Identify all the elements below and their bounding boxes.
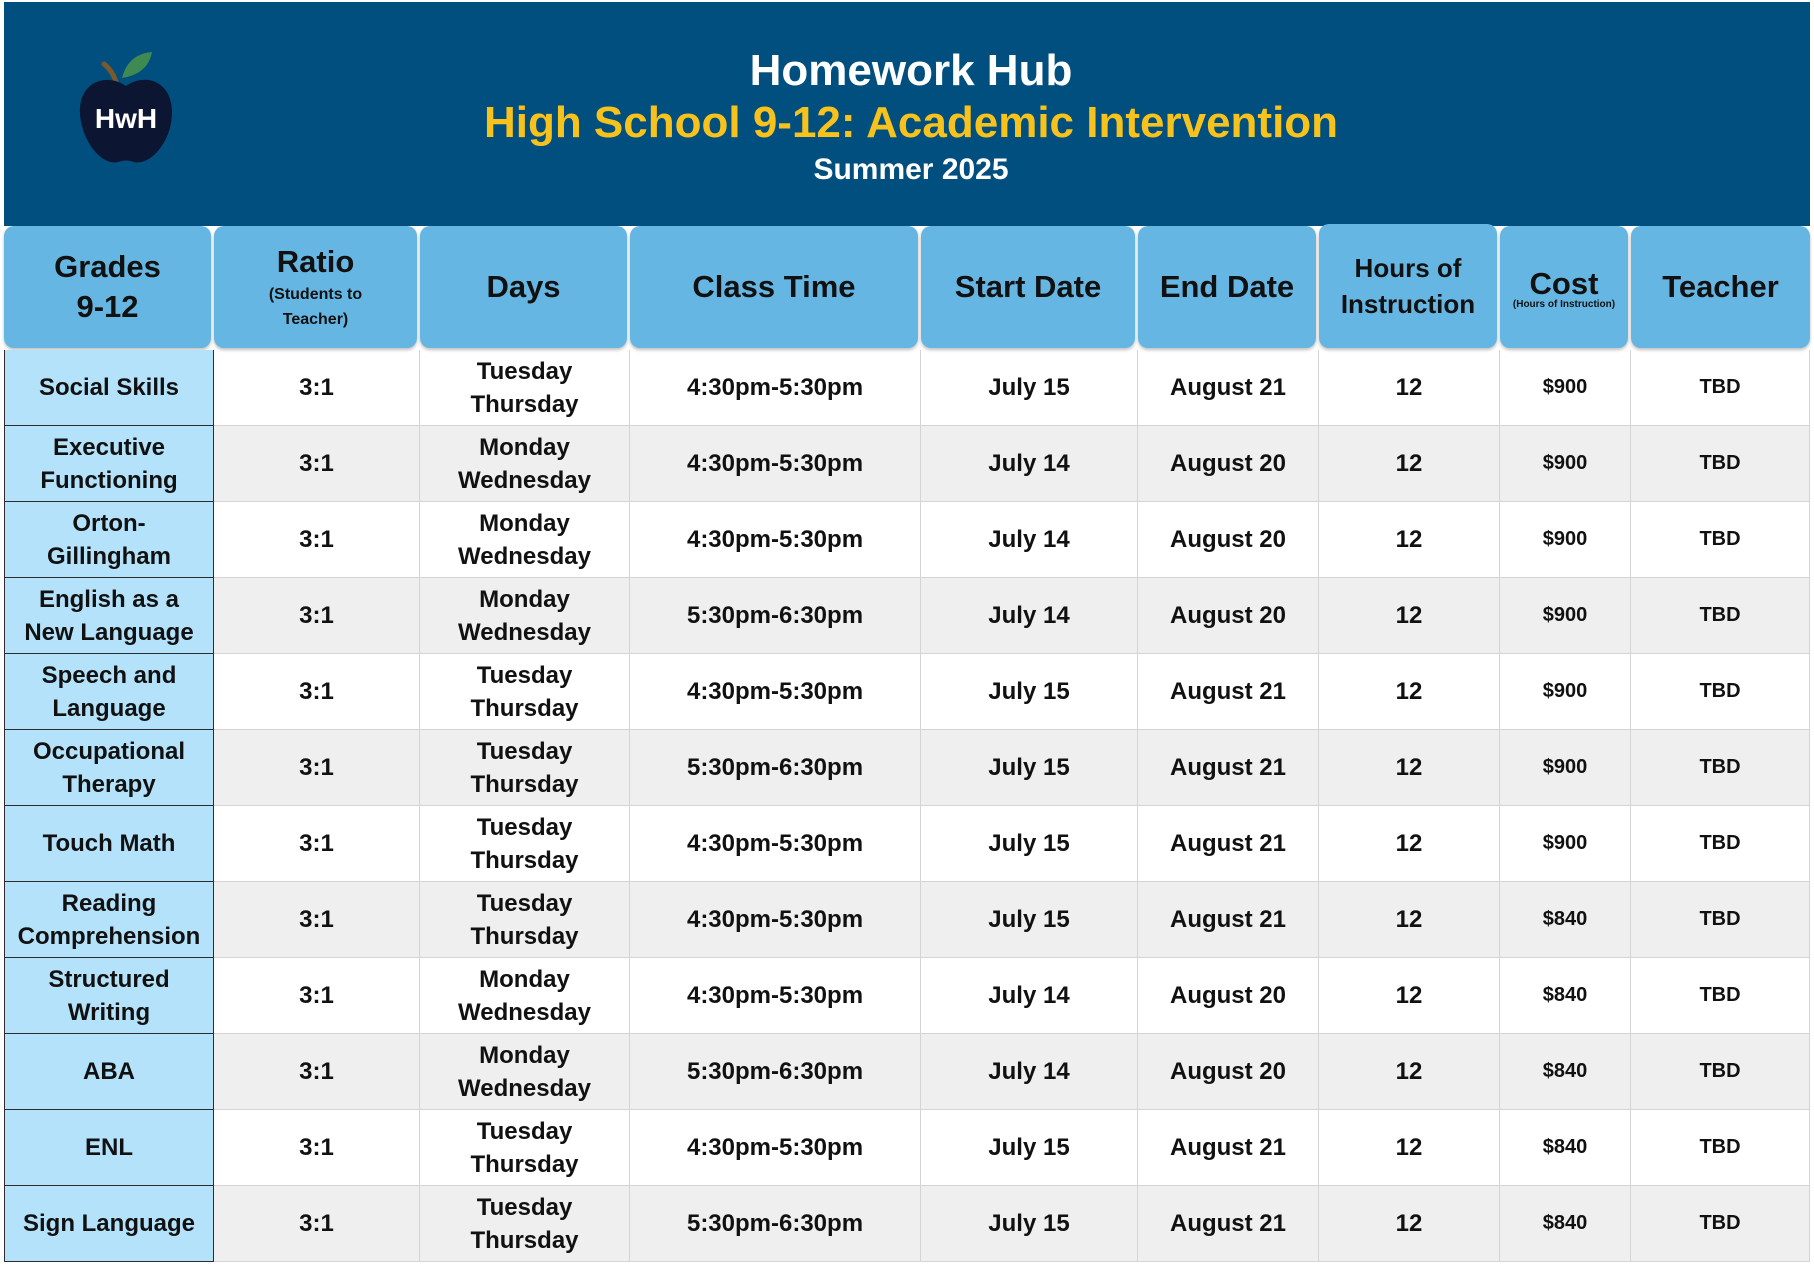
cost-cell-text: $840 xyxy=(1542,1212,1588,1234)
end-date-cell xyxy=(1138,958,1319,1034)
days-cell-text: Tuesday Thursday xyxy=(470,889,579,950)
teacher-cell-text: TBD xyxy=(1699,756,1741,778)
teacher-cell xyxy=(1631,578,1810,654)
program-name-text: Social Skills xyxy=(38,374,180,401)
program-name xyxy=(4,654,214,730)
days-cell-text: Monday Wednesday xyxy=(458,585,591,646)
teacher-label: Teacher xyxy=(1662,269,1779,304)
start-date-cell-text: July 15 xyxy=(988,829,1070,857)
column-header-cost xyxy=(1500,226,1628,348)
class-time-cell-text: 4:30pm-5:30pm xyxy=(686,981,864,1009)
ratio-label: Ratio xyxy=(276,244,355,279)
cost-note: (Hours of Instruction) xyxy=(1512,299,1616,310)
start-date-cell-text: July 15 xyxy=(988,1209,1070,1237)
end-date-cell xyxy=(1138,350,1319,426)
start-date-cell xyxy=(921,426,1138,502)
class-time-cell-text: 5:30pm-6:30pm xyxy=(686,1209,864,1237)
ratio-cell-text: 3:1 xyxy=(299,677,334,705)
class-time-cell-text: 4:30pm-5:30pm xyxy=(686,525,864,553)
cost-cell xyxy=(1500,1034,1631,1110)
program-name-text: Touch Math xyxy=(42,830,176,857)
hours-cell-text: 12 xyxy=(1395,525,1423,553)
end-date-cell-text: August 21 xyxy=(1169,677,1286,705)
teacher-cell-text: TBD xyxy=(1699,908,1741,930)
column-header-end-date xyxy=(1138,226,1316,348)
program-name xyxy=(4,578,214,654)
cost-cell xyxy=(1500,1110,1631,1186)
column-header-hours xyxy=(1319,224,1497,348)
end-date-cell xyxy=(1138,806,1319,882)
start-date-cell-text: July 14 xyxy=(988,449,1070,477)
end-date-cell xyxy=(1138,730,1319,806)
teacher-cell xyxy=(1631,806,1810,882)
start-date-cell xyxy=(921,1034,1138,1110)
ratio-cell-text: 3:1 xyxy=(299,449,334,477)
class-time-cell-text: 4:30pm-5:30pm xyxy=(686,449,864,477)
teacher-cell xyxy=(1631,882,1810,958)
table-header xyxy=(4,226,1810,350)
cost-cell xyxy=(1500,578,1631,654)
hours-cell-text: 12 xyxy=(1395,1133,1423,1161)
days-cell-text: Monday Wednesday xyxy=(458,1041,591,1102)
hours-cell xyxy=(1319,806,1500,882)
days-cell-text: Monday Wednesday xyxy=(458,509,591,570)
ratio-cell xyxy=(214,806,420,882)
class-time-cell-text: 4:30pm-5:30pm xyxy=(686,1133,864,1161)
ratio-cell-text: 3:1 xyxy=(299,373,334,401)
days-cell xyxy=(420,426,630,502)
hours-cell xyxy=(1319,1034,1500,1110)
cost-cell-text: $900 xyxy=(1542,680,1588,702)
hours-cell xyxy=(1319,730,1500,806)
days-cell xyxy=(420,730,630,806)
class-time-cell-text: 4:30pm-5:30pm xyxy=(686,829,864,857)
days-cell xyxy=(420,882,630,958)
start-date-cell-text: July 14 xyxy=(988,525,1070,553)
class-time-cell xyxy=(630,806,921,882)
teacher-cell xyxy=(1631,426,1810,502)
end-date-cell-text: August 21 xyxy=(1169,1209,1286,1237)
hours-cell-text: 12 xyxy=(1395,1209,1423,1237)
end-date-cell-text: August 21 xyxy=(1169,373,1286,401)
table-row xyxy=(4,350,1810,426)
hours-cell-text: 12 xyxy=(1395,829,1423,857)
class-time-cell xyxy=(630,502,921,578)
start-date-cell xyxy=(921,1110,1138,1186)
program-name xyxy=(4,958,214,1034)
teacher-cell xyxy=(1631,502,1810,578)
end-date-cell xyxy=(1138,1034,1319,1110)
end-date-cell xyxy=(1138,1110,1319,1186)
end-date-cell xyxy=(1138,426,1319,502)
program-name xyxy=(4,1110,214,1186)
days-cell xyxy=(420,1034,630,1110)
teacher-cell-text: TBD xyxy=(1699,376,1741,398)
end-date-cell-text: August 20 xyxy=(1169,449,1286,477)
end-date-cell-text: August 21 xyxy=(1169,1133,1286,1161)
class-time-cell-text: 5:30pm-6:30pm xyxy=(686,601,864,629)
teacher-cell-text: TBD xyxy=(1699,452,1741,474)
cost-cell xyxy=(1500,882,1631,958)
end-date-cell-text: August 21 xyxy=(1169,905,1286,933)
column-header-days xyxy=(420,226,627,348)
class-time-cell xyxy=(630,578,921,654)
hours-cell xyxy=(1319,1110,1500,1186)
end-date-cell xyxy=(1138,1186,1319,1262)
program-name-text: Orton-Gillingham xyxy=(46,509,171,570)
table-row xyxy=(4,1186,1810,1262)
ratio-cell-text: 3:1 xyxy=(299,753,334,781)
program-name xyxy=(4,350,214,426)
end-date-cell-text: August 20 xyxy=(1169,525,1286,553)
start-date-cell xyxy=(921,958,1138,1034)
class-time-cell xyxy=(630,958,921,1034)
hours-cell-text: 12 xyxy=(1395,601,1423,629)
program-name xyxy=(4,806,214,882)
days-cell xyxy=(420,578,630,654)
days-cell-text: Tuesday Thursday xyxy=(470,813,579,874)
start-date-cell xyxy=(921,806,1138,882)
ratio-cell-text: 3:1 xyxy=(299,601,334,629)
program-name-text: English as a New Language xyxy=(24,585,194,646)
ratio-cell-text: 3:1 xyxy=(299,829,334,857)
start-date-cell-text: July 15 xyxy=(988,677,1070,705)
class-time-cell-text: 5:30pm-6:30pm xyxy=(686,753,864,781)
class-time-cell xyxy=(630,426,921,502)
program-name-text: Speech and Language xyxy=(41,661,177,722)
cost-cell xyxy=(1500,350,1631,426)
ratio-note: (Students to Teacher) xyxy=(268,286,363,328)
start-date-cell xyxy=(921,654,1138,730)
end-date-cell-text: August 20 xyxy=(1169,981,1286,1009)
class-time-cell xyxy=(630,1110,921,1186)
program-name-text: Occupational Therapy xyxy=(32,737,186,798)
days-cell-text: Tuesday Thursday xyxy=(470,1117,579,1178)
hours-cell xyxy=(1319,958,1500,1034)
start-date-cell xyxy=(921,1186,1138,1262)
start-date-cell-text: July 14 xyxy=(988,601,1070,629)
start-date-cell-text: July 15 xyxy=(988,905,1070,933)
season-label: Summer 2025 xyxy=(813,153,1009,186)
program-name xyxy=(4,1034,214,1110)
table-row xyxy=(4,1034,1810,1110)
class-time-cell-text: 4:30pm-5:30pm xyxy=(686,677,864,705)
ratio-cell xyxy=(214,426,420,502)
hours-cell-text: 12 xyxy=(1395,449,1423,477)
teacher-cell-text: TBD xyxy=(1699,1060,1741,1082)
hours-cell xyxy=(1319,1186,1500,1262)
cost-label: Cost xyxy=(1529,266,1599,301)
cost-cell xyxy=(1500,426,1631,502)
program-name-text: Structured Writing xyxy=(48,965,170,1026)
start-date-label: Start Date xyxy=(954,269,1102,304)
program-name xyxy=(4,730,214,806)
page-subtitle: High School 9-12: Academic Intervention xyxy=(483,98,1339,147)
hours-cell xyxy=(1319,350,1500,426)
ratio-cell xyxy=(214,730,420,806)
cost-cell-text: $900 xyxy=(1542,756,1588,778)
program-name-text: Sign Language xyxy=(22,1210,195,1237)
cost-cell-text: $900 xyxy=(1542,452,1588,474)
teacher-cell xyxy=(1631,730,1810,806)
days-cell-text: Tuesday Thursday xyxy=(470,737,579,798)
hours-cell-text: 12 xyxy=(1395,677,1423,705)
program-name-text: ENL xyxy=(85,1134,133,1161)
cost-cell xyxy=(1500,1186,1631,1262)
start-date-cell-text: July 14 xyxy=(988,981,1070,1009)
column-header-ratio xyxy=(214,226,417,348)
class-time-cell-text: 4:30pm-5:30pm xyxy=(686,905,864,933)
end-date-cell-text: August 20 xyxy=(1169,1057,1286,1085)
end-date-cell xyxy=(1138,882,1319,958)
ratio-cell-text: 3:1 xyxy=(299,1133,334,1161)
hours-cell-text: 12 xyxy=(1395,373,1423,401)
class-time-cell xyxy=(630,730,921,806)
ratio-cell xyxy=(214,654,420,730)
cost-cell-text: $900 xyxy=(1542,528,1588,550)
teacher-cell-text: TBD xyxy=(1699,1212,1741,1234)
teacher-cell-text: TBD xyxy=(1699,1136,1741,1158)
days-cell xyxy=(420,1186,630,1262)
cost-cell xyxy=(1500,806,1631,882)
logo-text: HwH xyxy=(94,103,158,134)
days-cell-text: Monday Wednesday xyxy=(458,965,591,1026)
hours-cell xyxy=(1319,882,1500,958)
days-cell xyxy=(420,958,630,1034)
grades-range: 9-12 xyxy=(76,289,139,324)
table-row xyxy=(4,882,1810,958)
start-date-cell xyxy=(921,350,1138,426)
cost-cell xyxy=(1500,502,1631,578)
cost-cell xyxy=(1500,730,1631,806)
table-row xyxy=(4,654,1810,730)
column-header-grades xyxy=(4,226,211,348)
hours-label: Hours of Instruction xyxy=(1340,253,1476,319)
cost-cell-text: $840 xyxy=(1542,1136,1588,1158)
days-cell-text: Tuesday Thursday xyxy=(470,1193,579,1254)
start-date-cell-text: July 15 xyxy=(988,753,1070,781)
start-date-cell xyxy=(921,578,1138,654)
teacher-cell xyxy=(1631,1034,1810,1110)
ratio-cell xyxy=(214,350,420,426)
column-header-start-date xyxy=(921,226,1135,348)
column-header-class-time xyxy=(630,226,918,348)
end-date-cell-text: August 21 xyxy=(1169,829,1286,857)
days-cell xyxy=(420,350,630,426)
start-date-cell-text: July 15 xyxy=(988,373,1070,401)
ratio-cell xyxy=(214,1034,420,1110)
end-date-cell-text: August 20 xyxy=(1169,601,1286,629)
teacher-cell-text: TBD xyxy=(1699,832,1741,854)
hours-cell-text: 12 xyxy=(1395,753,1423,781)
ratio-cell xyxy=(214,1186,420,1262)
hours-cell-text: 12 xyxy=(1395,981,1423,1009)
days-cell-text: Tuesday Thursday xyxy=(470,661,579,722)
end-date-cell xyxy=(1138,578,1319,654)
hours-cell xyxy=(1319,654,1500,730)
ratio-cell-text: 3:1 xyxy=(299,525,334,553)
ratio-cell xyxy=(214,502,420,578)
teacher-cell xyxy=(1631,1186,1810,1262)
hours-cell-text: 12 xyxy=(1395,905,1423,933)
ratio-cell-text: 3:1 xyxy=(299,1057,334,1085)
teacher-cell xyxy=(1631,1110,1810,1186)
ratio-cell-text: 3:1 xyxy=(299,1209,334,1237)
hours-cell-text: 12 xyxy=(1395,1057,1423,1085)
cost-cell xyxy=(1500,654,1631,730)
end-date-cell xyxy=(1138,502,1319,578)
class-time-cell xyxy=(630,1034,921,1110)
days-cell xyxy=(420,502,630,578)
table-row xyxy=(4,502,1810,578)
teacher-cell xyxy=(1631,350,1810,426)
cost-cell-text: $900 xyxy=(1542,376,1588,398)
cost-cell-text: $840 xyxy=(1542,908,1588,930)
days-cell-text: Monday Wednesday xyxy=(458,433,591,494)
program-name-text: Reading Comprehension xyxy=(17,889,201,950)
program-name-text: Executive Functioning xyxy=(40,433,178,494)
ratio-cell xyxy=(214,578,420,654)
table-row xyxy=(4,578,1810,654)
hours-cell xyxy=(1319,426,1500,502)
column-header-teacher xyxy=(1631,226,1810,348)
table-row xyxy=(4,426,1810,502)
ratio-cell xyxy=(214,1110,420,1186)
start-date-cell-text: July 15 xyxy=(988,1133,1070,1161)
end-date-cell xyxy=(1138,654,1319,730)
teacher-cell xyxy=(1631,958,1810,1034)
program-name xyxy=(4,502,214,578)
start-date-cell xyxy=(921,730,1138,806)
teacher-cell-text: TBD xyxy=(1699,984,1741,1006)
ratio-cell xyxy=(214,882,420,958)
days-cell-text: Tuesday Thursday xyxy=(470,357,579,418)
table-row xyxy=(4,958,1810,1034)
cost-cell xyxy=(1500,958,1631,1034)
cost-cell-text: $840 xyxy=(1542,1060,1588,1082)
class-time-cell xyxy=(630,1186,921,1262)
cost-cell-text: $900 xyxy=(1542,604,1588,626)
start-date-cell-text: July 14 xyxy=(988,1057,1070,1085)
days-cell xyxy=(420,1110,630,1186)
end-date-label: End Date xyxy=(1159,269,1295,304)
teacher-cell-text: TBD xyxy=(1699,604,1741,626)
class-time-cell-text: 4:30pm-5:30pm xyxy=(686,373,864,401)
title-block xyxy=(4,46,1814,190)
program-name-text: ABA xyxy=(83,1058,135,1085)
days-cell xyxy=(420,806,630,882)
page-title: Homework Hub xyxy=(749,46,1073,95)
class-time-cell xyxy=(630,654,921,730)
header-banner xyxy=(4,2,1810,226)
days-cell xyxy=(420,654,630,730)
ratio-cell-text: 3:1 xyxy=(299,981,334,1009)
cost-cell-text: $840 xyxy=(1542,984,1588,1006)
program-name xyxy=(4,426,214,502)
teacher-cell xyxy=(1631,654,1810,730)
ratio-cell xyxy=(214,958,420,1034)
table-row xyxy=(4,1110,1810,1186)
class-time-cell xyxy=(630,882,921,958)
start-date-cell xyxy=(921,502,1138,578)
class-time-label: Class Time xyxy=(692,269,856,304)
teacher-cell-text: TBD xyxy=(1699,680,1741,702)
end-date-cell-text: August 21 xyxy=(1169,753,1286,781)
program-name xyxy=(4,882,214,958)
hours-cell xyxy=(1319,502,1500,578)
class-time-cell-text: 5:30pm-6:30pm xyxy=(686,1057,864,1085)
program-name xyxy=(4,1186,214,1262)
start-date-cell xyxy=(921,882,1138,958)
cost-cell-text: $900 xyxy=(1542,832,1588,854)
class-time-cell xyxy=(630,350,921,426)
hours-cell xyxy=(1319,578,1500,654)
ratio-cell-text: 3:1 xyxy=(299,905,334,933)
grades-label: Grades xyxy=(54,249,161,284)
teacher-cell-text: TBD xyxy=(1699,528,1741,550)
days-label: Days xyxy=(486,269,561,304)
table-row xyxy=(4,730,1810,806)
table-row xyxy=(4,806,1810,882)
